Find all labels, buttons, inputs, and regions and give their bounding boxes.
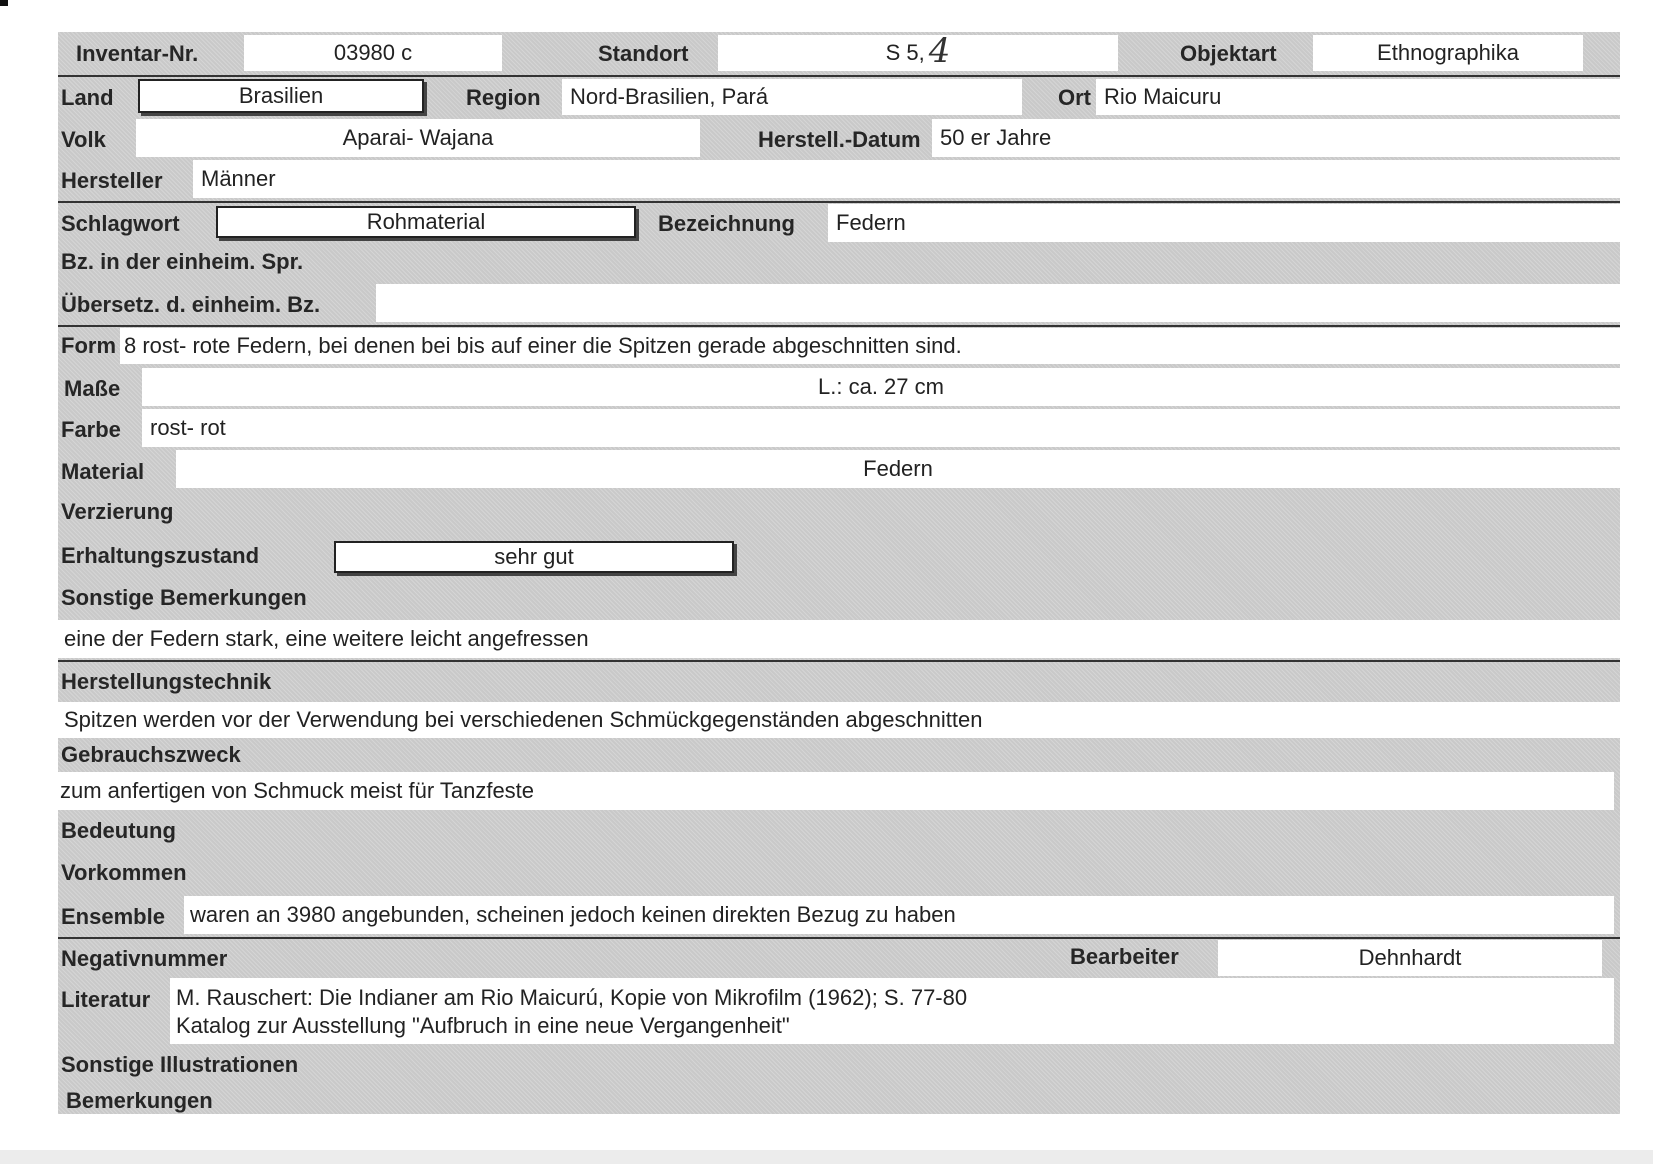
inventar-label: Inventar-Nr. bbox=[76, 41, 199, 66]
divider bbox=[58, 660, 1620, 662]
hersteller-field[interactable]: Männer bbox=[193, 160, 1620, 198]
vorkommen-label: Vorkommen bbox=[61, 860, 187, 885]
masse-label: Maße bbox=[64, 376, 121, 401]
hersteller-label: Hersteller bbox=[61, 168, 163, 193]
inventory-card bbox=[58, 32, 1620, 1114]
schlagwort-field[interactable]: Rohmaterial bbox=[216, 206, 636, 238]
bz-einheim-label: Bz. in der einheim. Spr. bbox=[61, 249, 304, 274]
volk-field[interactable]: Aparai- Wajana bbox=[136, 119, 700, 157]
scan-corner-mark bbox=[0, 0, 8, 6]
divider bbox=[58, 325, 1620, 327]
divider bbox=[58, 75, 1620, 77]
farbe-label: Farbe bbox=[61, 417, 121, 442]
uebersetz-field[interactable] bbox=[376, 284, 1620, 322]
material-field[interactable]: Federn bbox=[176, 450, 1620, 488]
negativnummer-label: Negativnummer bbox=[61, 946, 228, 971]
bedeutung-label: Bedeutung bbox=[61, 818, 176, 843]
bezeichnung-label: Bezeichnung bbox=[658, 211, 795, 236]
inventar-field[interactable]: 03980 c bbox=[244, 35, 502, 71]
bearbeiter-label: Bearbeiter bbox=[1070, 944, 1179, 969]
bemerkungen-label: Bemerkungen bbox=[66, 1088, 213, 1113]
ensemble-label: Ensemble bbox=[61, 904, 165, 929]
scan-bottom-edge bbox=[0, 1150, 1653, 1164]
technik-label: Herstellungstechnik bbox=[61, 669, 272, 694]
illustrationen-label: Sonstige Illustrationen bbox=[61, 1052, 299, 1077]
literatur-field[interactable] bbox=[170, 978, 1614, 1044]
zweck-label: Gebrauchszweck bbox=[61, 742, 241, 767]
region-label: Region bbox=[466, 85, 541, 110]
farbe-field[interactable]: rost- rot bbox=[142, 409, 1620, 447]
divider bbox=[58, 937, 1620, 939]
verzierung-label: Verzierung bbox=[61, 499, 174, 524]
ort-field[interactable]: Rio Maicuru bbox=[1096, 79, 1620, 115]
header-row bbox=[58, 32, 1620, 72]
bemerk-field[interactable]: eine der Federn stark, eine weitere leicht angefressen bbox=[58, 620, 1620, 658]
form-field[interactable]: 8 rost- rote Federn, bei denen bei bis auf einer die Spitzen gerade abgeschnitten sind. bbox=[120, 328, 1620, 364]
ensemble-field[interactable]: waren an 3980 angebunden, scheinen jedoch keinen direkten Bezug zu haben bbox=[184, 896, 1614, 934]
erhaltung-label: Erhaltungszustand bbox=[61, 543, 260, 568]
standort-value: S 5, bbox=[885, 40, 925, 65]
herstell-datum-label: Herstell.-Datum bbox=[758, 127, 921, 152]
standort-field[interactable] bbox=[718, 35, 1118, 71]
zweck-field[interactable]: zum anfertigen von Schmuck meist für Tanzfeste bbox=[58, 772, 1614, 810]
region-field[interactable]: Nord-Brasilien, Pará bbox=[562, 79, 1022, 115]
objektart-label: Objektart bbox=[1180, 41, 1277, 66]
form-label: Form bbox=[61, 333, 116, 358]
material-label: Material bbox=[61, 459, 145, 484]
land-field[interactable]: Brasilien bbox=[138, 79, 424, 113]
literatur-line: M. Rauschert: Die Indianer am Rio Maicurú, Kopie von Mikrofilm (1962); S. 77-80 bbox=[176, 985, 968, 1010]
herstell-datum-field[interactable]: 50 er Jahre bbox=[932, 119, 1620, 157]
volk-label: Volk bbox=[61, 127, 106, 152]
literatur-line: Katalog zur Ausstellung "Aufbruch in eine neue Vergangenheit" bbox=[176, 1013, 790, 1038]
literatur-label: Literatur bbox=[61, 987, 151, 1012]
bearbeiter-field[interactable]: Dehnhardt bbox=[1218, 940, 1602, 976]
objektart-field[interactable]: Ethnographika bbox=[1313, 35, 1583, 71]
uebersetz-label: Übersetz. d. einheim. Bz. bbox=[61, 292, 321, 317]
schlagwort-label: Schlagwort bbox=[61, 211, 180, 236]
standort-handwritten-mark: 4 bbox=[928, 35, 951, 71]
ort-label: Ort bbox=[1058, 85, 1091, 110]
standort-label: Standort bbox=[598, 41, 689, 66]
divider bbox=[58, 201, 1620, 203]
masse-field[interactable]: L.: ca. 27 cm bbox=[142, 368, 1620, 406]
bezeichnung-field[interactable]: Federn bbox=[828, 204, 1620, 242]
land-label: Land bbox=[61, 85, 114, 110]
erhaltung-field[interactable]: sehr gut bbox=[334, 541, 734, 573]
technik-field[interactable]: Spitzen werden vor der Verwendung bei verschiedenen Schmückgegenständen abgeschnitten bbox=[58, 702, 1620, 738]
bemerk-label: Sonstige Bemerkungen bbox=[61, 585, 307, 610]
